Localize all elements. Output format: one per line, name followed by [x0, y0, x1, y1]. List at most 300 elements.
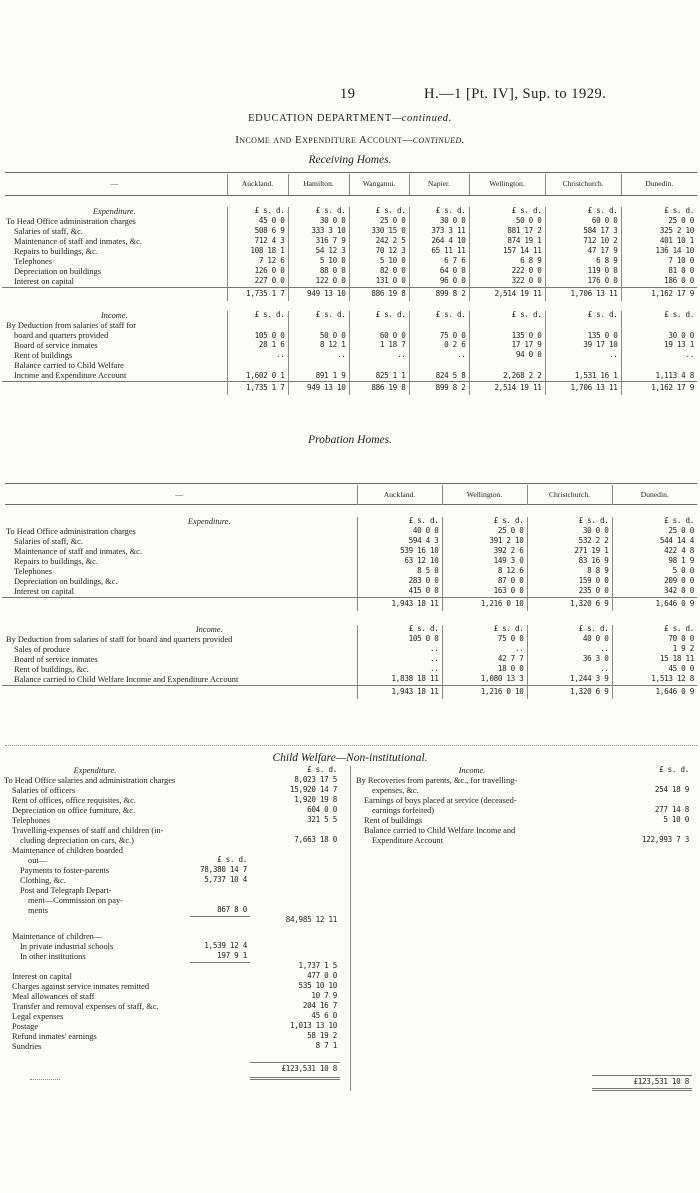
- unit-label: £ s. d.: [545, 311, 621, 321]
- receiving-exp-total-row: [2, 287, 697, 301]
- receiving-exp-heading-row: [2, 207, 697, 217]
- value-cell: 83 16 9: [527, 557, 612, 567]
- table-row: [352, 816, 697, 826]
- value-cell: 19 13 1: [621, 341, 697, 351]
- value-cell: [190, 896, 250, 906]
- value-cell: 70 0 0: [612, 635, 697, 645]
- probation-homes-title: Probation Homes.: [308, 434, 392, 446]
- row-label: Legal expenses: [12, 1012, 64, 1021]
- row-label: ment—Commission on pay-: [28, 896, 123, 905]
- value-cell: 40 0 0: [357, 527, 442, 537]
- row-label: In private industrial schools: [20, 942, 114, 951]
- value-cell: 7,663 18 0: [294, 836, 337, 844]
- table-row: [0, 876, 350, 886]
- value-cell: 277 14 8: [654, 806, 689, 814]
- value-cell: 75 0 0: [442, 635, 527, 645]
- account-name: Income and Expenditure Account: [235, 134, 403, 146]
- value-cell: 6 7 6: [409, 257, 469, 267]
- col-wellington: Wellington.: [469, 174, 545, 195]
- row-label: Depreciation on buildings: [14, 267, 101, 276]
- value-cell: 227 0 0: [227, 277, 288, 287]
- row-label: By Deduction from salaries of staff for: [6, 321, 137, 331]
- row-label: In other institutions: [20, 952, 86, 961]
- value-cell: 8 5 0: [357, 567, 442, 577]
- probation-homes-table: [2, 485, 697, 699]
- value-cell: ..: [357, 645, 442, 655]
- value-cell: ..: [349, 351, 409, 361]
- value-cell: 25 0 0: [349, 217, 409, 227]
- unit-label: £ s. d.: [409, 311, 469, 321]
- table-row: [0, 972, 350, 982]
- row-label: Repairs to buildings, &c.: [14, 247, 98, 256]
- row-label: Earnings of boys placed at service (deceased-: [364, 796, 517, 805]
- child-welfare-income: [352, 766, 697, 1086]
- row-label: earnings forfeited): [372, 806, 435, 815]
- value-cell: 373 3 11: [409, 227, 469, 237]
- table-row: [2, 635, 697, 645]
- child-welfare-expenditure: [0, 766, 350, 1080]
- value-cell: 6 8 9: [469, 257, 545, 267]
- receiving-header-row: [2, 174, 697, 195]
- row-label: Interest on capital: [14, 587, 74, 596]
- table-row: [0, 1022, 350, 1032]
- page-reference: H.—1 [Pt. IV], Sup. to 1929.: [424, 86, 607, 102]
- row-label-continued: board and quarters provided: [14, 331, 109, 341]
- value-cell: 1,244 3 9: [527, 675, 612, 685]
- value-cell: 8 12 1: [288, 341, 349, 351]
- unit-label: £ s. d.: [217, 856, 247, 864]
- value-cell: ..: [227, 351, 288, 361]
- value-cell: 5,737 10 4: [204, 876, 247, 884]
- total-cell: 1,735 1 7: [227, 287, 288, 301]
- table-row: [2, 547, 697, 557]
- total-cell: 1,706 13 11: [545, 287, 621, 301]
- maintenance-total: 1,737 1 5: [298, 962, 337, 970]
- table-row: [0, 1002, 350, 1012]
- value-cell: 422 4 8: [612, 547, 697, 557]
- value-cell: 105 0 0: [357, 635, 442, 645]
- table-row: [0, 776, 350, 786]
- value-cell: 176 0 0: [545, 277, 621, 287]
- row-label: Clothing, &c.: [20, 876, 66, 885]
- value-cell: 81 0 0: [621, 267, 697, 277]
- probation-inc-heading: Income.: [195, 625, 223, 635]
- table-row: [2, 537, 697, 547]
- unit-label: £ s. d.: [612, 625, 697, 635]
- total-cell: 1,646 0 9: [612, 685, 697, 699]
- value-cell: ..: [357, 655, 442, 665]
- value-cell: 25 0 0: [442, 527, 527, 537]
- value-cell: 45 6 0: [311, 1012, 337, 1020]
- value-cell: 1,113 4 8: [621, 361, 697, 381]
- value-cell: 135 0 0: [545, 321, 621, 341]
- col-auckland: Auckland.: [357, 485, 442, 505]
- value-cell: 8 8 9: [527, 567, 612, 577]
- value-cell: 122 0 0: [288, 277, 349, 287]
- row-label: Repairs to buildings, &c.: [14, 557, 98, 566]
- value-cell: 342 0 0: [612, 587, 697, 597]
- total-cell: 2,514 19 11: [469, 287, 545, 301]
- value-cell: 186 0 0: [621, 277, 697, 287]
- table-row: [2, 665, 697, 675]
- value-cell: 2,268 2 2: [469, 361, 545, 381]
- value-cell: 17 17 9: [469, 341, 545, 351]
- value-cell: 594 4 3: [357, 537, 442, 547]
- table-row: [0, 1042, 350, 1052]
- total-cell: 1,646 0 9: [612, 597, 697, 611]
- value-cell: ..: [442, 645, 527, 655]
- row-label: Rent of buildings: [364, 816, 423, 825]
- table-row: [0, 992, 350, 1002]
- value-cell: 535 10 10: [298, 982, 337, 990]
- table-row: [0, 866, 350, 876]
- value-cell: 333 3 10: [288, 227, 349, 237]
- col-dunedin: Dunedin.: [621, 174, 697, 195]
- value-cell: 96 0 0: [409, 277, 469, 287]
- unit-label: £ s. d.: [409, 207, 469, 217]
- table-row: [0, 952, 350, 962]
- value-cell: 7 12 6: [227, 257, 288, 267]
- value-cell: [250, 846, 340, 856]
- value-cell: 50 0 0: [469, 217, 545, 227]
- cw-exp-heading: Expenditure.: [73, 766, 117, 775]
- value-cell: 8,023 17 5: [294, 776, 337, 784]
- value-cell: 508 6 9: [227, 227, 288, 237]
- table-row: [352, 776, 697, 786]
- table-row: [2, 321, 697, 331]
- table-row: [2, 351, 697, 361]
- value-cell: 322 0 0: [469, 277, 545, 287]
- col-dunedin: Dunedin.: [612, 485, 697, 505]
- unit-label: £ s. d.: [307, 766, 337, 774]
- value-cell: 136 14 10: [621, 247, 697, 257]
- unit-label: £ s. d.: [357, 517, 442, 527]
- row-label: Balance carried to Child Welfare Income and Expenditure Account: [14, 675, 239, 685]
- value-cell: 39 17 10: [545, 341, 621, 351]
- value-cell: 131 0 0: [349, 277, 409, 287]
- probation-exp-total-row: [2, 597, 697, 611]
- row-label: Telephones: [14, 567, 53, 576]
- value-cell: 325 2 10: [621, 227, 697, 237]
- row-label: Refund inmates' earnings: [12, 1032, 97, 1041]
- row-label: By Recoveries from parents, &c., for travelling-: [356, 776, 518, 785]
- value-cell: 40 0 0: [527, 635, 612, 645]
- total-cell: 1,162 17 9: [621, 287, 697, 301]
- row-label: Rent of buildings, &c.: [14, 665, 89, 675]
- total-cell: 1,735 1 7: [227, 381, 288, 395]
- row-label: Interest on capital: [12, 972, 72, 981]
- unit-label: £ s. d.: [621, 311, 697, 321]
- value-cell: 82 0 0: [349, 267, 409, 277]
- page-number: 19: [340, 86, 356, 102]
- row-label: Payments to foster-parents: [20, 866, 110, 875]
- value-cell: 321 5 5: [307, 816, 337, 824]
- total-cell: 1,943 18 11: [357, 685, 442, 699]
- probation-exp-heading: Expenditure.: [187, 517, 231, 526]
- unit-label: £ s. d.: [469, 207, 545, 217]
- value-cell: 36 3 0: [527, 655, 612, 665]
- table-row: [0, 836, 350, 846]
- value-cell: 891 1 9: [288, 361, 349, 381]
- row-label: Rent of buildings: [14, 351, 73, 361]
- value-cell: 477 0 0: [307, 972, 337, 980]
- value-cell: 108 18 1: [227, 247, 288, 257]
- row-label: Meal allowances of staff: [12, 992, 95, 1001]
- value-cell: 1 18 7: [349, 341, 409, 351]
- table-row: [2, 237, 697, 247]
- row-label: To Head Office salaries and administration charges: [4, 776, 176, 785]
- table-row: [0, 896, 350, 906]
- value-cell: 25 0 0: [612, 527, 697, 537]
- table-row: [2, 587, 697, 597]
- value-cell: 1,513 12 8: [612, 675, 697, 685]
- value-cell: 1,602 0 1: [227, 361, 288, 381]
- value-cell: 64 0 0: [409, 267, 469, 277]
- value-cell: 242 2 5: [349, 237, 409, 247]
- unit-label: £ s. d.: [357, 625, 442, 635]
- value-cell: 119 0 0: [545, 267, 621, 277]
- value-cell: 87 0 0: [442, 577, 527, 587]
- value-cell: 8 12 6: [442, 567, 527, 577]
- value-cell: 60 0 0: [349, 321, 409, 341]
- total-cell: 1,162 17 9: [621, 381, 697, 395]
- value-cell: ..: [545, 351, 621, 361]
- table-row: [0, 786, 350, 796]
- value-cell: 539 16 10: [357, 547, 442, 557]
- table-row: [2, 557, 697, 567]
- value-cell: 283 0 0: [357, 577, 442, 587]
- value-cell: 45 0 0: [227, 217, 288, 227]
- col-auckland: Auckland.: [227, 174, 288, 195]
- value-cell: [592, 826, 692, 836]
- row-label: Telephones: [12, 816, 51, 825]
- value-cell: ..: [621, 351, 697, 361]
- value-cell: 135 0 0: [469, 321, 545, 341]
- table-row: [0, 826, 350, 836]
- table-row: [352, 806, 697, 816]
- total-cell: 1,216 0 10: [442, 685, 527, 699]
- total-cell: 886 19 8: [349, 287, 409, 301]
- table-row: [2, 277, 697, 287]
- value-cell: 391 2 10: [442, 537, 527, 547]
- receiving-corner-dash: —: [110, 179, 119, 189]
- value-cell: 149 3 0: [442, 557, 527, 567]
- unit-label: £ s. d.: [612, 517, 697, 527]
- total-cell: 1,706 13 11: [545, 381, 621, 395]
- value-cell: 330 15 0: [349, 227, 409, 237]
- unit-label: £ s. d.: [227, 311, 288, 321]
- receiving-inc-heading-row: [2, 311, 697, 321]
- total-cell: 1,943 18 11: [357, 597, 442, 611]
- table-row: [352, 786, 697, 796]
- value-cell: [592, 776, 692, 786]
- probation-exp-heading-row: [2, 517, 697, 527]
- table-row: [0, 806, 350, 816]
- table-row: [352, 836, 697, 846]
- row-label: Depreciation on office furniture, &c.: [12, 806, 136, 815]
- account-title: [0, 134, 700, 147]
- col-wanganui: Wanganui.: [349, 174, 409, 195]
- table-row: [2, 675, 697, 685]
- value-cell: 78,380 14 7: [200, 866, 247, 874]
- table-row: [352, 796, 697, 806]
- value-cell: 63 12 10: [357, 557, 442, 567]
- unit-label: £ s. d.: [527, 517, 612, 527]
- table-row: [2, 655, 697, 665]
- total-cell: 886 19 8: [349, 381, 409, 395]
- unit-label: £ s. d.: [659, 766, 689, 774]
- receiving-exp-heading: Expenditure.: [92, 207, 136, 216]
- table-row: [0, 942, 350, 952]
- value-cell: 75 0 0: [409, 321, 469, 341]
- value-cell: 159 0 0: [527, 577, 612, 587]
- value-cell: 163 0 0: [442, 587, 527, 597]
- value-cell: 5 10 0: [663, 816, 689, 824]
- value-cell: ..: [288, 351, 349, 361]
- receiving-inc-total-row: [2, 381, 697, 395]
- table-row: [2, 361, 697, 371]
- row-label: Travelling-expenses of staff and children (in-: [12, 826, 164, 835]
- total-cell: 899 8 2: [409, 381, 469, 395]
- value-cell: [250, 826, 340, 836]
- unit-label: £ s. d.: [288, 207, 349, 217]
- probation-top-rule: [5, 483, 697, 484]
- value-cell: 5 0 0: [612, 567, 697, 577]
- value-cell: 10 7 9: [311, 992, 337, 1000]
- row-label: Sundries: [12, 1042, 42, 1051]
- value-cell: 8 7 1: [315, 1042, 337, 1050]
- value-cell: 712 10 2: [545, 237, 621, 247]
- value-cell: 401 10 1: [621, 237, 697, 247]
- income-grand-total: £123,531 10 8: [592, 1075, 692, 1091]
- decorative-dash: [30, 1079, 60, 1080]
- row-label: Board of service inmates: [14, 655, 98, 665]
- probation-inc-total-row: [2, 685, 697, 699]
- col-christchurch: Christchurch.: [545, 174, 621, 195]
- unit-label: £ s. d.: [442, 625, 527, 635]
- table-row: [352, 826, 697, 836]
- value-cell: [190, 886, 250, 896]
- total-cell: 899 8 2: [409, 287, 469, 301]
- cw-boarded-out-row: [0, 856, 350, 866]
- value-cell: 47 17 9: [545, 247, 621, 257]
- value-cell: 5 10 0: [349, 257, 409, 267]
- probation-header-row: [2, 485, 697, 505]
- col-napier: Napier.: [409, 174, 469, 195]
- value-cell: 254 18 9: [654, 786, 689, 794]
- table-row: [2, 577, 697, 587]
- total-cell: 1,320 6 9: [527, 597, 612, 611]
- value-cell: 58 19 2: [307, 1032, 337, 1040]
- value-cell: 94 0 0: [469, 351, 545, 361]
- unit-label: £ s. d.: [545, 207, 621, 217]
- probation-corner-dash: —: [175, 489, 184, 499]
- col-christchurch: Christchurch.: [527, 485, 612, 505]
- value-cell: 197 9 1: [217, 952, 247, 960]
- value-cell: 65 11 11: [409, 247, 469, 257]
- value-cell: 122,993 7 3: [642, 836, 689, 844]
- value-cell: 415 0 0: [357, 587, 442, 597]
- value-cell: 30 0 0: [527, 527, 612, 537]
- value-cell: 532 2 2: [527, 537, 612, 547]
- value-cell: 7 10 0: [621, 257, 697, 267]
- child-welfare-title: Child Welfare—Non-institutional.: [272, 752, 428, 764]
- col-hamilton: Hamilton.: [288, 174, 349, 195]
- child-welfare-divider: [350, 766, 351, 1091]
- row-label: Board of service inmates: [14, 341, 98, 351]
- row-label: Postage: [12, 1022, 39, 1031]
- table-row: [2, 267, 697, 277]
- value-cell: 70 12 3: [349, 247, 409, 257]
- probation-inc-heading-row: [2, 625, 697, 635]
- value-cell: 235 0 0: [527, 587, 612, 597]
- unit-label: £ s. d.: [349, 207, 409, 217]
- unit-label: £ s. d.: [288, 311, 349, 321]
- row-label: ments: [28, 906, 49, 915]
- value-cell: 1,531 16 1: [545, 361, 621, 381]
- value-cell: 1,013 13 10: [290, 1022, 337, 1030]
- table-row: [0, 1012, 350, 1022]
- unit-label: £ s. d.: [621, 207, 697, 217]
- row-label: Salaries of staff, &c.: [14, 537, 83, 546]
- account-suffix: —continued.: [402, 134, 465, 146]
- value-cell: 316 7 9: [288, 237, 349, 247]
- row-label: Post and Telegraph Depart-: [20, 886, 112, 895]
- value-cell: 126 0 0: [227, 267, 288, 277]
- value-cell: 15,920 14 7: [290, 786, 337, 794]
- row-label: cluding depreciation on cars, &c.): [20, 836, 134, 845]
- value-cell: 222 0 0: [469, 267, 545, 277]
- unit-label: £ s. d.: [442, 517, 527, 527]
- value-cell: 604 0 0: [307, 806, 337, 814]
- value-cell: ..: [527, 665, 612, 675]
- value-cell: 825 1 1: [349, 361, 409, 381]
- value-cell: 25 0 0: [621, 217, 697, 227]
- child-welfare-top-rule: [5, 745, 697, 746]
- value-cell: 392 2 6: [442, 547, 527, 557]
- value-cell: [592, 796, 692, 806]
- cw-inc-heading-row: [352, 766, 697, 776]
- total-cell: 1,320 6 9: [527, 685, 612, 699]
- value-cell: 0 2 6: [409, 341, 469, 351]
- value-cell: 60 0 0: [545, 217, 621, 227]
- table-row: [0, 846, 350, 856]
- value-cell: 50 0 0: [288, 321, 349, 341]
- value-cell: 1,838 18 11: [357, 675, 442, 685]
- table-row: [2, 527, 697, 537]
- total-cell: 949 13 10: [288, 381, 349, 395]
- row-label: Transfer and removal expenses of staff, &c.: [12, 1002, 159, 1011]
- row-label-continued: Income and Expenditure Account: [14, 371, 127, 381]
- receiving-homes-title: Receiving Homes.: [308, 154, 392, 166]
- unit-label: £ s. d.: [469, 311, 545, 321]
- boarded-out-label: out—: [28, 856, 48, 865]
- cw-exp-heading-row: [0, 766, 350, 776]
- row-label: Balance carried to Child Welfare: [14, 361, 124, 371]
- value-cell: 544 14 4: [612, 537, 697, 547]
- total-cell: 2,514 19 11: [469, 381, 545, 395]
- cw-maintenance-total-row: [0, 962, 350, 972]
- value-cell: ..: [357, 665, 442, 675]
- receiving-homes-table: [2, 174, 697, 395]
- value-cell: ..: [527, 645, 612, 655]
- department-name: EDUCATION DEPARTMENT: [248, 113, 392, 124]
- cw-maintenance-row: [0, 932, 350, 942]
- row-label: expenses, &c.: [372, 786, 419, 795]
- value-cell: 157 14 11: [469, 247, 545, 257]
- maintenance-label: Maintenance of children—: [12, 932, 103, 941]
- value-cell: 264 4 10: [409, 237, 469, 247]
